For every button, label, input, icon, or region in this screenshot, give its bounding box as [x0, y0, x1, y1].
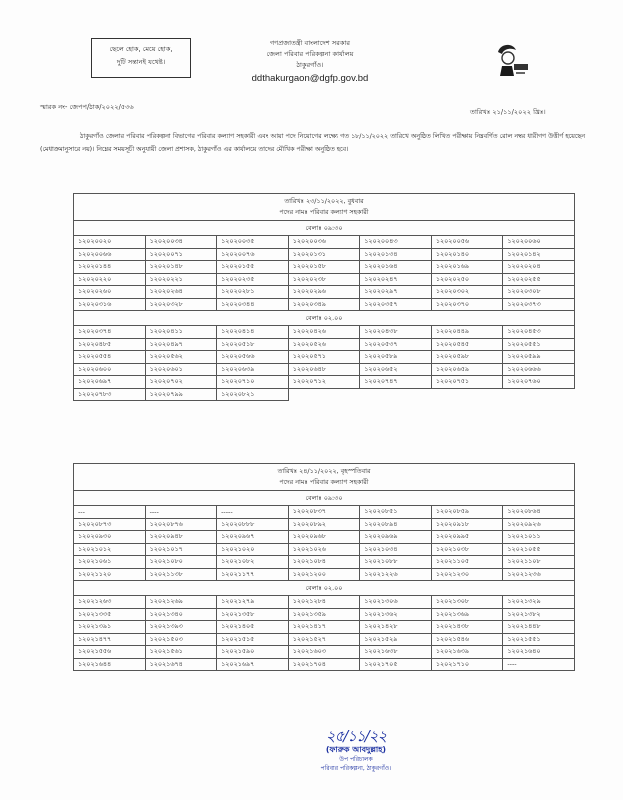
- shift-time: বেলাঃ ০৯:৩০: [74, 491, 575, 506]
- roll-number-cell: ১২০২০৮৯২: [288, 518, 360, 531]
- roll-number-cell: ১২০২০২৩৮: [288, 273, 360, 286]
- roll-number-cell: ১২০২০৩৪৯: [288, 298, 360, 311]
- roll-number-cell: ১২০২০৯৬৯: [360, 531, 432, 544]
- roll-number-cell: ১২০২১০১৭: [145, 543, 217, 556]
- table-row: [74, 248, 575, 261]
- roll-number-cell: ১২০২০৭৮৩: [74, 388, 146, 401]
- roll-number-cell: ১২০২০৯৬৮: [288, 531, 360, 544]
- schedule-date: তারিখঃ ২৪/১১/২০২২, বৃহস্পতিবার: [277, 467, 371, 475]
- roll-number-cell: ১২০২০৬৪৮: [288, 363, 360, 376]
- schedule-header: [74, 464, 575, 491]
- roll-number-cell: ১২০২১৬৩৮: [360, 646, 432, 659]
- roll-number-cell: ১২০২১১২০: [74, 568, 146, 581]
- table-row: [74, 543, 575, 556]
- government-name: গণপ্রজাতন্ত্রী বাংলাদেশ সরকার: [269, 39, 351, 47]
- roll-number-cell: ১২০২১১৭৭: [217, 568, 289, 581]
- roll-number-cell: [288, 388, 360, 401]
- table-row: [74, 621, 575, 634]
- roll-number-cell: ১২০২০৫১৮: [217, 338, 289, 351]
- roll-number-cell: ১২০২০০৩৫: [217, 236, 289, 249]
- roll-number-cell: ১২০২০৯৯৫: [431, 531, 503, 544]
- schedule-table-2: [73, 463, 575, 671]
- notice-paragraph: ঠাকুরগাঁও জেলার পরিবার পরিকল্পনা বিভাগের পরিবার কল্যাণ সহকারী এবং আয়া পদে নিয়োগের লক্ষ্যে গত ১৮/১১/২০২২ তারিখে অনুষ্ঠিত লিখিত পরীক্ষায় নিম্নবর্ণিত রোল নম্বর ধারীগণ উত্তীর্ণ হয়েছেন (মেধাক্রমানুসারে নয়)। নিম্নের সময়সূচী অনুযায়ী জেলা প্রশাসক, ঠাকুরগাঁও এর কার্যালয়ে তাদের মৌখিক পরীক্ষা অনুষ্ঠিত হবে।: [40, 133, 585, 153]
- portrait-emblem-icon: [492, 42, 532, 82]
- schedule-header: [74, 194, 575, 221]
- roll-number-cell: ১২০২০৪৪৯: [431, 326, 503, 339]
- roll-number-cell: ১২০২০৮৮৮: [217, 518, 289, 531]
- table-row: [74, 658, 575, 671]
- roll-number-cell: ১২০২০৮৯৪: [360, 518, 432, 531]
- table-row: [74, 556, 575, 569]
- table-row: [74, 608, 575, 621]
- roll-number-cell: ১২০২০৮৩৭: [288, 506, 360, 519]
- roll-number-cell: ১২০২১১০৮: [503, 556, 575, 569]
- roll-number-cell: ১২০২০৫৬২: [145, 351, 217, 364]
- roll-number-cell: ১২০২১৩৩৫: [74, 608, 146, 621]
- roll-number-cell: ১২০২০০৫৬: [431, 236, 503, 249]
- slogan-line-1: ছেলে হোক, মেয়ে হোক,: [109, 45, 173, 53]
- schedule-date: তারিখঃ ২৩/১১/২০২২, বুধবার: [284, 197, 364, 205]
- signature-block: [296, 728, 416, 773]
- office-email: ddthakurgaon@dgfp.gov.bd: [251, 73, 369, 84]
- table-row: [74, 633, 575, 646]
- roll-number-cell: ১২০২০৩৭৩: [503, 298, 575, 311]
- roll-number-cell: ---: [74, 506, 146, 519]
- roll-number-cell: ১২০২০১৩১: [288, 248, 360, 261]
- shift-time: বেলাঃ ০২.০০: [74, 311, 575, 326]
- roll-number-cell: ১২০২০২০৪: [503, 261, 575, 274]
- table-row: [74, 261, 575, 274]
- roll-number-cell: ১২০২০৯৪৮: [145, 531, 217, 544]
- roll-number-cell: ১২০২০৯২৬: [503, 518, 575, 531]
- roll-number-cell: ১২০২০৪১৪: [217, 326, 289, 339]
- roll-number-cell: ১২০২০৫৫৪: [74, 351, 146, 364]
- roll-number-cell: ১২০২১৭০৪: [288, 658, 360, 671]
- roll-number-cell: ১২০২০০৩৬: [288, 236, 360, 249]
- roll-number-cell: ১২০২১৬৪৪: [74, 658, 146, 671]
- roll-number-cell: ১২০২০২২০: [74, 273, 146, 286]
- roll-number-cell: ১২০২০০৬৬: [74, 248, 146, 261]
- roll-number-cell: ১২০২০৪১১: [145, 326, 217, 339]
- roll-number-cell: [360, 388, 432, 401]
- roll-number-cell: ১২০২১০২০: [217, 543, 289, 556]
- schedule-table-1: [73, 193, 575, 401]
- roll-number-cell: ১২০২১৪৪৮: [503, 621, 575, 634]
- roll-number-cell: ১২০২১২২৬: [360, 568, 432, 581]
- roll-number-cell: ১২০২১১০৫: [431, 556, 503, 569]
- roll-number-cell: ১২০২১৫০৩: [145, 633, 217, 646]
- slogan-box: [91, 38, 191, 78]
- roll-number-cell: ১২০২১২৩৬: [503, 568, 575, 581]
- roll-number-cell: ----: [503, 658, 575, 671]
- roll-number-cell: ১২০২১৬০৩: [288, 646, 360, 659]
- roll-number-cell: ১২০২০৬৯৭: [74, 376, 146, 389]
- roll-number-cell: ১২০২০৫৫১: [503, 338, 575, 351]
- table-row: [74, 351, 575, 364]
- table-row: [74, 286, 575, 299]
- roll-number-cell: ১২০২০৬০১: [145, 363, 217, 376]
- office-name: জেলা পরিবার পরিকল্পনা কার্যালয়: [266, 50, 354, 58]
- roll-number-cell: ১২০২১০৮৪: [288, 556, 360, 569]
- roll-number-cell: ১২০২০৩১৬: [74, 298, 146, 311]
- roll-number-cell: ১২০২০৪৫৩: [503, 326, 575, 339]
- roll-number-cell: ১২০২০৪২৬: [288, 326, 360, 339]
- roll-number-cell: ১২০২০০৭৬: [217, 248, 289, 261]
- roll-number-cell: ১২০২০০৪৩: [360, 236, 432, 249]
- post-name: পদের নামঃ পরিবার কল্যাণ সহকারী: [279, 478, 369, 486]
- roll-number-cell: ১২০২১৫৫১: [503, 633, 575, 646]
- roll-number-cell: ১২০২০৮৭৬: [145, 518, 217, 531]
- roll-number-cell: ১২০২০২৩৫: [217, 273, 289, 286]
- roll-number-cell: ১২০২০৫৬৬: [217, 351, 289, 364]
- memo-number: স্মারক নং- জেপপ/ঠাক/২০২২/৫৩৬: [40, 103, 134, 111]
- roll-number-cell: ১২০২০০২০: [74, 236, 146, 249]
- roll-number-cell: ১২০২১২৩০: [431, 568, 503, 581]
- roll-number-cell: ১২০২১৩০৬: [360, 596, 432, 609]
- table-row: [74, 568, 575, 581]
- roll-number-cell: ১২০২১৩৪০: [145, 608, 217, 621]
- roll-number-cell: ১২০২০৩০২: [431, 286, 503, 299]
- roll-number-cell: ১২০২০২৬০: [74, 286, 146, 299]
- roll-number-cell: ১২০২০০৬০: [503, 236, 575, 249]
- roll-number-cell: ১২০২০১৪০: [431, 248, 503, 261]
- roll-number-cell: ১২০২১৩৯৩: [145, 621, 217, 634]
- roll-number-cell: ১২০২০৩৭০: [431, 298, 503, 311]
- roll-number-cell: ১২০২০২৮১: [217, 286, 289, 299]
- roll-number-cell: ১২০২০২৯৭: [360, 286, 432, 299]
- roll-number-cell: ১২০২১৩৬২: [360, 608, 432, 621]
- roll-number-cell: ১২০২০৫৯৮: [431, 351, 503, 364]
- roll-number-cell: ১২০২১৬৭৪: [145, 658, 217, 671]
- roll-number-cell: ১২০২১০৬১: [74, 556, 146, 569]
- roll-number-cell: ১২০২১৩৮২: [503, 608, 575, 621]
- roll-number-cell: ১২০২০৯৬৭: [217, 531, 289, 544]
- roll-number-cell: ১২০২১৬৪০: [503, 646, 575, 659]
- roll-number-cell: -----: [217, 506, 289, 519]
- roll-number-cell: ১২০২১৫৬১: [145, 646, 217, 659]
- slogan-line-2: দুটি সন্তানই যথেষ্ট।: [116, 58, 166, 66]
- post-name: পদের নামঃ পরিবার কল্যাণ সহকারী: [279, 208, 369, 216]
- roll-number-cell: ১২০২১৫২৭: [288, 633, 360, 646]
- roll-number-cell: ১২০২০৮৭৩: [74, 518, 146, 531]
- roll-number-cell: ১২০২১২৮৪: [288, 596, 360, 609]
- roll-number-cell: ১২০২০৫৮৯: [360, 351, 432, 364]
- roll-number-cell: ১২০২১৬৯৭: [217, 658, 289, 671]
- roll-number-cell: ১২০২১০৮৮: [360, 556, 432, 569]
- roll-number-cell: ১২০২১২৬৩: [74, 596, 146, 609]
- table-row: [74, 596, 575, 609]
- roll-number-cell: ১২০২০৭৪৭: [360, 376, 432, 389]
- table-row: [74, 531, 575, 544]
- roll-number-cell: ১২০২০৩৭৪: [74, 326, 146, 339]
- table-row: [74, 338, 575, 351]
- roll-number-cell: ১২০২১৫৯০: [217, 646, 289, 659]
- roll-number-cell: ১২০২০৯১৮: [431, 518, 503, 531]
- roll-number-cell: ১২০২০০৭১: [145, 248, 217, 261]
- roll-number-cell: ১২০২০৩৫৭: [360, 298, 432, 311]
- roll-number-cell: ১২০২০৩০৮: [503, 286, 575, 299]
- roll-number-cell: ১২০২১০৮২: [217, 556, 289, 569]
- roll-number-cell: ১২০২০১৬৯: [431, 261, 503, 274]
- signature-scribble: ২৫/১১/২২: [325, 727, 387, 745]
- roll-number-cell: ১২০২০৭১২: [288, 376, 360, 389]
- table-row: [74, 506, 575, 519]
- roll-number-cell: ১২০২০১৪২: [503, 248, 575, 261]
- roll-number-cell: ১২০২০২৪৭: [360, 273, 432, 286]
- roll-number-cell: ১২০২১৫২৯: [360, 633, 432, 646]
- roll-number-cell: ১২০২০৭১০: [217, 376, 289, 389]
- roll-number-cell: ১২০২১৫৫৬: [74, 646, 146, 659]
- roll-number-cell: ১২০২০৮২১: [217, 388, 289, 401]
- office-location: ঠাকুরগাঁও।: [296, 61, 324, 69]
- shift-time: বেলাঃ ০৯:৩০: [74, 221, 575, 236]
- roll-number-cell: ১২০২০২৯৬: [288, 286, 360, 299]
- table-row: [74, 518, 575, 531]
- roll-number-cell: ১২০২০৫২৬: [288, 338, 360, 351]
- roll-number-cell: ১২০২০৪৯৭: [145, 338, 217, 351]
- roll-number-cell: ১২০২০৭৬০: [503, 376, 575, 389]
- roll-number-cell: ১২০২০৯৩০: [74, 531, 146, 544]
- roll-number-cell: ১২০২০৪৮৫: [74, 338, 146, 351]
- roll-number-cell: ১২০২০৫৯৯: [503, 351, 575, 364]
- roll-number-cell: ১২০২০২৬৪: [145, 286, 217, 299]
- roll-number-cell: ১২০২০২৫০: [431, 273, 503, 286]
- roll-number-cell: ১২০২১৩০৮: [431, 596, 503, 609]
- roll-number-cell: ১২০২১৭০৫: [360, 658, 432, 671]
- roll-number-cell: [503, 388, 575, 401]
- roll-number-cell: ১২০২০১৩৪: [360, 248, 432, 261]
- table-row: [74, 273, 575, 286]
- roll-number-cell: ১২০২০৭০২: [145, 376, 217, 389]
- roll-number-cell: ১২০২১৫১৫: [217, 633, 289, 646]
- table-row: [74, 376, 575, 389]
- roll-number-cell: ১২০২০২৫৫: [503, 273, 575, 286]
- roll-number-cell: ১২০২০৬৫২: [360, 363, 432, 376]
- table-row: [74, 298, 575, 311]
- roll-number-cell: ১২০২১০৮০: [145, 556, 217, 569]
- roll-number-cell: ১২০২০৩২৮: [145, 298, 217, 311]
- roll-number-cell: ১২০২১৪০৫: [217, 621, 289, 634]
- roll-number-cell: ১২০২১২৬৯: [145, 596, 217, 609]
- table-row: [74, 326, 575, 339]
- roll-number-cell: ১২০২০৮৬৪: [503, 506, 575, 519]
- roll-number-cell: ১২০২০৬৫৯: [431, 363, 503, 376]
- roll-number-cell: ১২০২০১৪৪: [74, 261, 146, 274]
- roll-number-cell: ১২০২০১৪৮: [145, 261, 217, 274]
- roll-number-cell: ১২০২০১৫৫: [217, 261, 289, 274]
- roll-number-cell: ১২০২১৫৪৬: [431, 633, 503, 646]
- roll-number-cell: ১২০২০৭৫১: [431, 376, 503, 389]
- roll-number-cell: ১২০২১০২৬: [288, 543, 360, 556]
- roll-number-cell: ১২০২১৬৩৯: [431, 646, 503, 659]
- roll-number-cell: ১২০২১০৫৫: [503, 543, 575, 556]
- roll-number-cell: ১২০২১৪১৭: [288, 621, 360, 634]
- roll-number-cell: ১২০২১৩২৯: [503, 596, 575, 609]
- roll-number-cell: [431, 388, 503, 401]
- roll-number-cell: ১২০২১৭১০: [431, 658, 503, 671]
- roll-number-cell: ১২০২০৬০০: [74, 363, 146, 376]
- roll-number-cell: ১২০২১৪৩৮: [431, 621, 503, 634]
- roll-number-cell: ১২০২০৬৩৯: [217, 363, 289, 376]
- roll-number-cell: ১২০২০১৬৪: [360, 261, 432, 274]
- roll-number-cell: ১২০২১১৩৮: [145, 568, 217, 581]
- roll-number-cell: ১২০২০৫৩৭: [360, 338, 432, 351]
- roll-number-cell: ১২০২০৭৯৯: [145, 388, 217, 401]
- roll-number-cell: ১২০২১২৭৯: [217, 596, 289, 609]
- table-row: [74, 388, 575, 401]
- roll-number-cell: ১২০২০৩৪৪: [217, 298, 289, 311]
- roll-number-cell: ১২০২১৩৫৮: [217, 608, 289, 621]
- roll-number-cell: ১২০২১২০০: [288, 568, 360, 581]
- signatory-title: উপ পরিচালক: [339, 756, 373, 763]
- roll-number-cell: ১২০২১৩৬৯: [431, 608, 503, 621]
- roll-number-cell: ১২০২০০৩৪: [145, 236, 217, 249]
- shift-time: বেলাঃ ০২.০০: [74, 581, 575, 596]
- roll-number-cell: ১২০২১৩৯১: [74, 621, 146, 634]
- roll-number-cell: ----: [145, 506, 217, 519]
- roll-number-cell: ১২০২১০১১: [503, 531, 575, 544]
- letterhead: [215, 38, 405, 84]
- table-row: [74, 236, 575, 249]
- roll-number-cell: ১২০২১৪৭৭: [74, 633, 146, 646]
- roll-number-cell: ১২০২০১৫৮: [288, 261, 360, 274]
- table-row: [74, 646, 575, 659]
- roll-number-cell: ১২০২১০৩৮: [431, 543, 503, 556]
- roll-number-cell: ১২০২০৪৩৮: [360, 326, 432, 339]
- roll-number-cell: ১২০২০৮৫৯: [431, 506, 503, 519]
- roll-number-cell: ১২০২১০৩৪: [360, 543, 432, 556]
- issue-date: তারিখঃ ২১/১১/২০২২ খ্রিঃ।: [470, 108, 546, 116]
- roll-number-cell: ১২০২১৪২৮: [360, 621, 432, 634]
- roll-number-cell: ১২০২০৫৪৫: [431, 338, 503, 351]
- roll-number-cell: ১২০২০৮৫১: [360, 506, 432, 519]
- roll-number-cell: ১২০২০২২১: [145, 273, 217, 286]
- roll-number-cell: ১২০২০৫৭১: [288, 351, 360, 364]
- roll-number-cell: ১২০২১০১২: [74, 543, 146, 556]
- table-row: [74, 363, 575, 376]
- signatory-name: (ফারুক আবদুল্লাহ): [325, 745, 387, 754]
- roll-number-cell: ১২০২০৬৬৬: [503, 363, 575, 376]
- signatory-office: পরিবার পরিকল্পনা, ঠাকুরগাঁও।: [320, 765, 392, 772]
- roll-number-cell: ১২০২১৩৫৯: [288, 608, 360, 621]
